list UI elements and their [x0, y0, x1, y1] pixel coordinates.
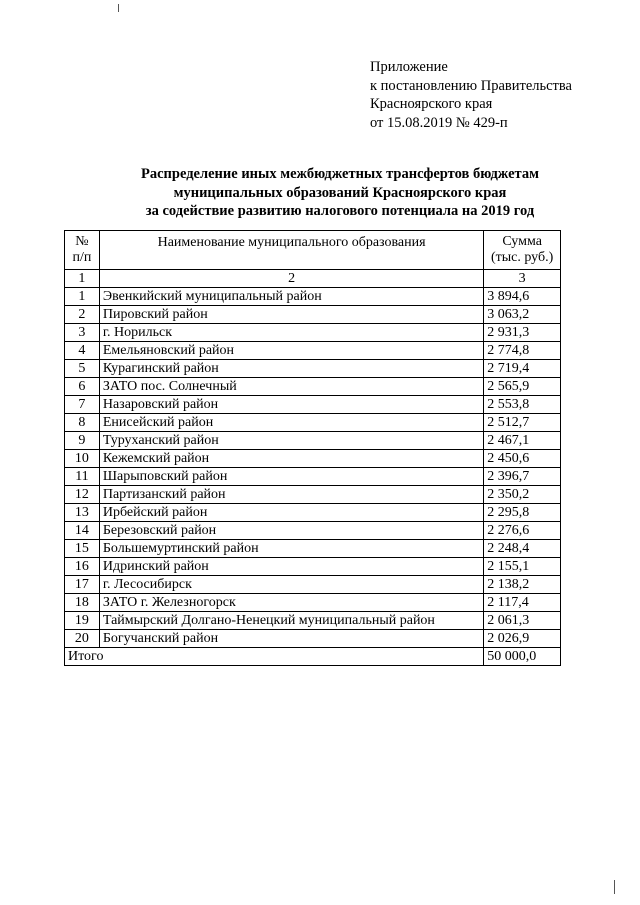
- row-num: 5: [65, 360, 100, 378]
- row-num: 10: [65, 450, 100, 468]
- header-num-line-2: п/п: [72, 250, 92, 265]
- table-row: [65, 396, 561, 414]
- column-numbers-row: [65, 270, 561, 288]
- row-num: 4: [65, 342, 100, 360]
- table-row: [65, 324, 561, 342]
- title-line-3: за содействие развитию налогового потенциала на 2019 год: [145, 203, 535, 219]
- row-num: 14: [65, 522, 100, 540]
- row-name: Большемуртинский район: [99, 540, 483, 558]
- table-header-row: [65, 231, 561, 270]
- row-name: г. Лесосибирск: [99, 576, 483, 594]
- total-label: Итого: [65, 648, 484, 666]
- header-sum-line-1: Сумма: [502, 234, 542, 249]
- scan-speck: [614, 880, 615, 894]
- table-row: [65, 378, 561, 396]
- row-num: 1: [65, 288, 100, 306]
- row-sum: 2 565,9: [484, 378, 561, 396]
- row-sum: 2 774,8: [484, 342, 561, 360]
- row-num: 2: [65, 306, 100, 324]
- row-sum: 2 553,8: [484, 396, 561, 414]
- appendix-line-3: Красноярского края: [370, 96, 493, 112]
- row-name: Идринский район: [99, 558, 483, 576]
- title-line-2: муниципальных образований Красноярского края: [173, 184, 507, 201]
- row-name: Ирбейский район: [99, 504, 483, 522]
- distribution-table: [64, 230, 561, 666]
- header-sum: [484, 231, 561, 270]
- row-name: Партизанский район: [99, 486, 483, 504]
- row-sum: 2 512,7: [484, 414, 561, 432]
- row-name: Богучанский район: [99, 630, 483, 648]
- row-num: 19: [65, 612, 100, 630]
- appendix-line-2: к постановлению Правительства: [370, 77, 572, 94]
- row-sum: 2 295,8: [484, 504, 561, 522]
- row-num: 16: [65, 558, 100, 576]
- row-sum: 3 063,2: [484, 306, 561, 324]
- row-name: Пировский район: [99, 306, 483, 324]
- header-name-text: Наименование муниципального образования: [157, 235, 426, 250]
- row-name: г. Норильск: [99, 324, 483, 342]
- table-row: [65, 504, 561, 522]
- row-name: ЗАТО пос. Солнечный: [99, 378, 483, 396]
- row-num: 18: [65, 594, 100, 612]
- row-name: ЗАТО г. Железногорск: [99, 594, 483, 612]
- row-num: 20: [65, 630, 100, 648]
- row-sum: 2 248,4: [484, 540, 561, 558]
- row-sum: 2 467,1: [484, 432, 561, 450]
- row-sum: 2 026,9: [484, 630, 561, 648]
- row-name: Енисейский район: [99, 414, 483, 432]
- row-name: Кежемский район: [99, 450, 483, 468]
- row-sum: 2 276,6: [484, 522, 561, 540]
- table-row: [65, 486, 561, 504]
- header-sum-line-2: (тыс. руб.): [490, 250, 554, 265]
- table-row: [65, 612, 561, 630]
- title-line-1: Распределение иных межбюджетных трансфертов бюджетам: [141, 166, 539, 182]
- row-name: Емельяновский район: [99, 342, 483, 360]
- table-row: [65, 558, 561, 576]
- total-row: [65, 648, 561, 666]
- column-number-2: 2: [99, 270, 483, 288]
- row-sum: 3 894,6: [484, 288, 561, 306]
- row-num: 9: [65, 432, 100, 450]
- table-row: [65, 576, 561, 594]
- row-sum: 2 450,6: [484, 450, 561, 468]
- row-sum: 2 117,4: [484, 594, 561, 612]
- header-num-line-1: №: [75, 234, 89, 249]
- row-sum: 2 061,3: [484, 612, 561, 630]
- row-name: Назаровский район: [99, 396, 483, 414]
- row-num: 6: [65, 378, 100, 396]
- table-row: [65, 306, 561, 324]
- row-name: Таймырский Долгано-Ненецкий муниципальный район: [99, 612, 483, 630]
- column-number-1: 1: [65, 270, 100, 288]
- table-row: [65, 594, 561, 612]
- table-row: [65, 468, 561, 486]
- row-name: Эвенкийский муниципальный район: [99, 288, 483, 306]
- column-number-3: 3: [484, 270, 561, 288]
- appendix-line-4: от 15.08.2019 № 429-п: [370, 114, 508, 131]
- table-row: [65, 630, 561, 648]
- table-row: [65, 450, 561, 468]
- row-sum: 2 138,2: [484, 576, 561, 594]
- row-sum: 2 396,7: [484, 468, 561, 486]
- row-sum: 2 350,2: [484, 486, 561, 504]
- table-row: [65, 342, 561, 360]
- row-num: 13: [65, 504, 100, 522]
- row-sum: 2 931,3: [484, 324, 561, 342]
- table-row: [65, 540, 561, 558]
- row-num: 15: [65, 540, 100, 558]
- row-num: 17: [65, 576, 100, 594]
- row-num: 12: [65, 486, 100, 504]
- row-name: Курагинский район: [99, 360, 483, 378]
- row-name: Туруханский район: [99, 432, 483, 450]
- table-row: [65, 360, 561, 378]
- header-name: [99, 231, 483, 270]
- appendix-block: [370, 58, 572, 132]
- table-row: [65, 414, 561, 432]
- row-name: Березовский район: [99, 522, 483, 540]
- table-row: [65, 522, 561, 540]
- row-num: 3: [65, 324, 100, 342]
- table-row: [65, 288, 561, 306]
- row-name: Шарыповский район: [99, 468, 483, 486]
- row-sum: 2 155,1: [484, 558, 561, 576]
- row-num: 11: [65, 468, 100, 486]
- scan-speck: [118, 4, 119, 12]
- row-num: 8: [65, 414, 100, 432]
- total-sum: 50 000,0: [484, 648, 561, 666]
- appendix-line-1: Приложение: [370, 59, 448, 75]
- row-num: 7: [65, 396, 100, 414]
- table-row: [65, 432, 561, 450]
- header-num: [65, 231, 100, 270]
- document-title: [60, 165, 620, 221]
- row-sum: 2 719,4: [484, 360, 561, 378]
